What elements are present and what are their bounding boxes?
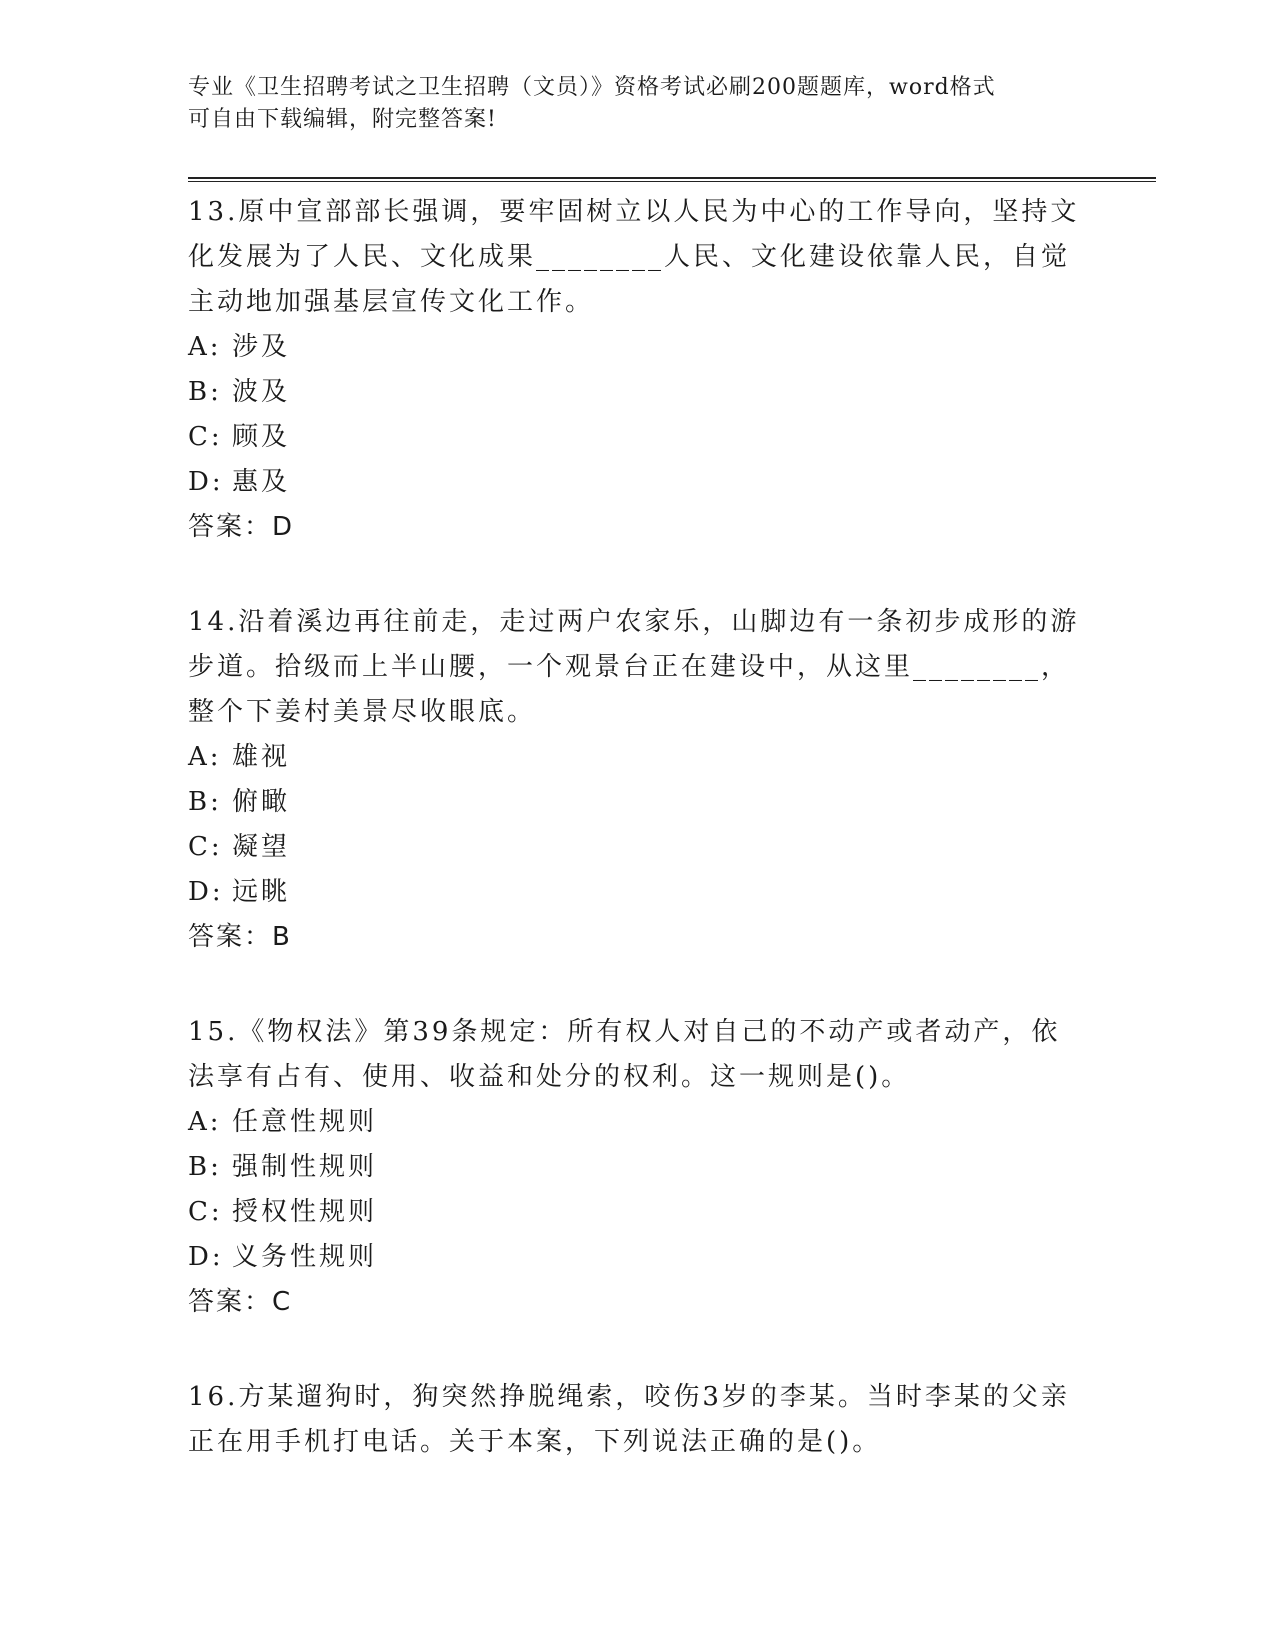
option-key: D: [188,467,224,497]
question-stem-line: 13.原中宣部部长强调，要牢固树立以人民为中心的工作导向，坚持文 [188,197,1080,227]
option-key: D: [188,877,224,907]
header-line-1: 专业《卫生招聘考试之卫生招聘（文员）》资格考试必刷200题题库，word格式 [188,75,996,100]
option-b [188,1145,1088,1190]
question-stem-line: 15.《物权法》第39条规定：所有权人对自己的不动产或者动产，依 [188,1017,1061,1047]
question-stem-line: 法享有占有、使用、收益和处分的权利。这一规则是()。 [188,1062,911,1092]
option-a [188,735,1088,780]
option-text: 波及 [232,377,291,407]
option-text: 任意性规则 [232,1107,378,1137]
option-key: B: [188,787,222,817]
option-key: C: [188,1197,223,1227]
option-text: 雄视 [232,742,291,772]
option-key: C: [188,422,223,452]
question-stem-line: 步道。拾级而上半山腰，一个观景台正在建设中，从这里________， [188,652,1071,682]
question-16 [188,1375,1088,1465]
option-text: 涉及 [232,332,291,362]
option-key: A: [188,1107,222,1137]
header-divider [188,177,1156,179]
question-15 [188,1010,1088,1325]
option-text: 授权性规则 [232,1197,378,1227]
option-text: 义务性规则 [232,1242,378,1272]
question-stem-line: 化发展为了人民、文化成果________人民、文化建设依靠人民，自觉 [188,242,1071,272]
option-c [188,415,1088,460]
question-13 [188,190,1088,550]
question-14 [188,600,1088,960]
option-text: 凝望 [232,832,291,862]
question-stem-line: 正在用手机打电话。关于本案，下列说法正确的是()。 [188,1427,882,1457]
option-b [188,780,1088,825]
question-stem-line: 整个下姜村美景尽收眼底。 [188,697,537,727]
answer-line: 答案：D [188,512,295,542]
option-d [188,460,1088,505]
question-stem-line: 14.沿着溪边再往前走，走过两户农家乐，山脚边有一条初步成形的游 [188,607,1080,637]
option-text: 顾及 [232,422,291,452]
option-text: 强制性规则 [232,1152,378,1182]
option-key: A: [188,742,222,772]
option-a [188,325,1088,370]
option-text: 俯瞰 [232,787,291,817]
document-header [188,72,1088,136]
option-c [188,1190,1088,1235]
option-key: B: [188,1152,222,1182]
answer-line: 答案：B [188,922,292,952]
option-d [188,1235,1088,1280]
option-text: 惠及 [232,467,291,497]
option-key: D: [188,1242,224,1272]
option-key: C: [188,832,223,862]
header-line-2: 可自由下载编辑，附完整答案! [188,107,497,132]
question-stem-line: 主动地加强基层宣传文化工作。 [188,287,595,317]
option-key: A: [188,332,222,362]
option-a [188,1100,1088,1145]
option-b [188,370,1088,415]
option-text: 远眺 [232,877,291,907]
option-d [188,870,1088,915]
option-key: B: [188,377,222,407]
header-divider-thin [188,181,1156,182]
option-c [188,825,1088,870]
question-stem-line: 16.方某遛狗时，狗突然挣脱绳索，咬伤3岁的李某。当时李某的父亲 [188,1382,1070,1412]
answer-line: 答案：C [188,1287,293,1317]
